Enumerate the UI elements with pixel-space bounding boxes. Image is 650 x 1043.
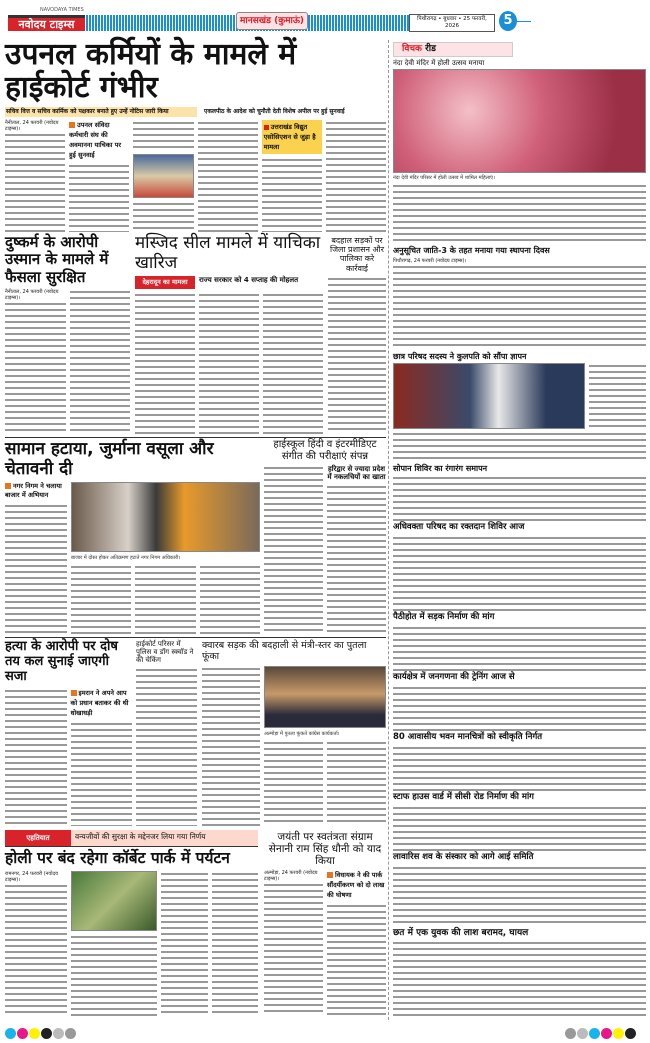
right-headline-3: छात्र परिषद सदस्य ने कुलपति को सौंपा ज्ञापन (393, 351, 527, 361)
story3-headline: मस्जिद सील मामले में याचिका खारिज (135, 233, 321, 273)
memorandum-row (393, 363, 646, 429)
article-body (393, 475, 646, 521)
lead-subhead-row (5, 107, 386, 117)
article-body (589, 363, 646, 429)
story7-headline: हत्या के आरोपी पर दोष तय कल सुनाई जाएगी सजा (5, 639, 118, 684)
article-body (161, 871, 208, 1016)
masthead (0, 0, 650, 36)
story3-tag: देहरादून का मामला (135, 276, 195, 289)
dateline: रामनगर, 24 फरवरी (नवोदय टाइम्स)। (5, 871, 67, 884)
article-body (133, 201, 193, 232)
article-body (327, 484, 386, 634)
cyan-dot (5, 1028, 16, 1039)
article-body (135, 292, 195, 434)
story3-tag-row (135, 276, 323, 289)
story2 (5, 234, 130, 434)
lead-subhead-right: एकलपीठ के आदेश को चुनौती देती विशेष अपील पर हुई सुनवाई (204, 108, 345, 115)
color-registration-right (565, 1024, 637, 1043)
lead-headline: उपनल कर्मियों के मामले में हाईकोर्ट गंभीर (5, 37, 297, 105)
column (198, 120, 258, 232)
story10-kicker: वन्यजीवों की सुरक्षा के मद्देनजर लिया गया निर्णय (75, 832, 206, 841)
photo-caption: अल्मोड़ा में पुतला फूंकते कांग्रेस कार्यकर्ता। (264, 730, 340, 737)
dateline: अल्मोड़ा, 24 फरवरी (नवोदय टाइम्स)। (264, 870, 323, 883)
logo[interactable]: नवोदय टाइम्स (8, 15, 85, 31)
dateline: पिथौरागढ़, 24 फरवरी (नवोदय टाइम्स)। (393, 258, 646, 265)
column-divider (388, 40, 389, 1020)
article-body (393, 940, 646, 1017)
right-headline-6: पैठीहोत में सड़क निर्माण की मांग (393, 612, 495, 623)
dateline: नैनीताल, 24 फरवरी (नवोदय टाइम्स)। (5, 120, 65, 133)
article-body (71, 721, 133, 826)
right-column (393, 42, 646, 1017)
dateline: नैनीताल, 24 फरवरी (नवोदय टाइम्स)। (5, 289, 66, 302)
article-body (133, 120, 193, 151)
story7 (5, 640, 132, 826)
article-body (71, 934, 157, 1016)
story3-columns (135, 292, 323, 434)
column (133, 120, 193, 232)
lead-columns (5, 120, 386, 232)
story8 (136, 640, 197, 826)
article-body (393, 431, 646, 462)
column (5, 482, 67, 634)
article-body (136, 667, 197, 826)
column (5, 120, 65, 232)
right-headline-9: स्टाफ हाउस वार्ड में सीसी रोड निर्माण की मांग (393, 791, 534, 802)
story6-sub: हरिद्वार से ज्यादा प्रदेश में नकलचियों का खाता (327, 465, 386, 482)
gray-dot (65, 1028, 76, 1039)
story10-headline: होली पर बंद रहेगा कॉर्बेट पार्क में पर्यटन (5, 849, 230, 867)
article-body (393, 625, 646, 671)
box-text: उत्तराखंड विद्युत एसोसिएशन से जुड़ा है मामला (263, 123, 316, 151)
story6-headline: हाईस्कूल हिंदी व इंटरमीडिएट संगीत की परीक्षाएं संपन्न (273, 439, 377, 462)
black-dot (625, 1028, 636, 1039)
encroachment-photo (71, 482, 260, 552)
article-body (393, 805, 646, 851)
lead-photo (133, 154, 193, 198)
lead-box (262, 120, 322, 154)
article-body (5, 871, 67, 1016)
inset-text: इमरान ने अपने आप को प्रधान बताकर की थी धोखाधड़ी (70, 688, 129, 717)
black-dot (41, 1028, 52, 1039)
story5 (5, 440, 260, 634)
story10-body (5, 871, 258, 1016)
holi-photo (393, 69, 646, 173)
magenta-dot (601, 1028, 612, 1039)
article-body (202, 666, 260, 826)
article-body (262, 157, 322, 232)
effigy-photo (264, 666, 386, 728)
story5-body (5, 482, 260, 634)
inset-text: नगर निगम ने चलाया बाजार में अभियान (5, 482, 62, 500)
photo-caption: नंदा देवी मंदिर परिसर में होली उत्सव में शामिल महिलाएं। (393, 175, 495, 182)
yellow-dot (29, 1028, 40, 1039)
article-body (393, 865, 646, 926)
article-body (70, 289, 131, 434)
right-headline-11: छत में एक युवक की लाश बरामद, घायल (393, 927, 529, 938)
gray-dot (577, 1028, 588, 1039)
masthead-small-label: NAVODAYA TIMES (40, 7, 84, 13)
right-headline-7: कार्यक्षेत्र में जनगणना की ट्रेनिंग आज से (393, 672, 515, 683)
inset-text: उपनल संविदा कर्मचारी संघ की अवमानना याचिका पर हुई सुनवाई (69, 121, 122, 159)
gray-dot (565, 1028, 576, 1039)
column (327, 870, 386, 1016)
bullet-icon (327, 872, 333, 878)
article-body (327, 903, 386, 1016)
page-number: 5 (499, 11, 517, 31)
story3 (135, 234, 323, 434)
bullet-icon (5, 483, 11, 489)
story9 (202, 641, 386, 826)
section-label: मानसखंड (कुमाऊं) (236, 12, 308, 30)
story10 (5, 830, 258, 1016)
date-box: पिथौरागढ़ • बुधवार • 25 फरवरी, 2026 (409, 14, 495, 32)
article-body (69, 163, 129, 232)
corbett-photo (71, 871, 157, 931)
article-body (199, 292, 259, 434)
article-body (5, 688, 67, 826)
story5-inset (5, 482, 67, 500)
bullet-icon (71, 690, 77, 696)
story9-columns (264, 740, 386, 826)
right-label (393, 42, 513, 57)
article-body (5, 120, 65, 232)
gray-dot (53, 1028, 64, 1039)
story5-headline: सामान हटाया, जुर्माना वसूला और चेतावनी दी (5, 439, 214, 479)
story11-body (264, 870, 386, 1016)
column (71, 688, 133, 826)
bullet-icon (69, 122, 75, 128)
lead-inset (69, 120, 129, 160)
article-body (264, 465, 323, 634)
article-body (5, 503, 67, 634)
article-body (327, 740, 386, 826)
section-rule (5, 637, 386, 638)
story7-body (5, 688, 132, 826)
story7-inset (71, 688, 133, 718)
story5-columns (71, 564, 260, 634)
column (262, 120, 322, 232)
column (327, 465, 386, 634)
story11-headline: जयंती पर स्वतंत्रता संग्राम सेनानी राम सिंह धौनी को याद किया (268, 831, 382, 868)
story11 (264, 831, 386, 1016)
article-body (198, 120, 258, 232)
column (264, 666, 386, 826)
page-number-line (517, 21, 531, 22)
column (326, 120, 386, 232)
story10-tag: एहतियात (5, 830, 71, 846)
right-headline-8: 80 आवासीय भवन मानचित्रों को स्वीकृति निर्गत (393, 732, 543, 743)
article-body (393, 535, 646, 612)
color-registration-left (5, 1024, 77, 1043)
story4 (328, 236, 386, 434)
article-body (328, 276, 386, 434)
lead-story (5, 38, 386, 232)
article-body (326, 120, 386, 232)
article-body (135, 564, 195, 634)
article-body (393, 183, 646, 244)
story6 (264, 439, 386, 634)
article-body (212, 871, 259, 1016)
article-body (264, 740, 323, 826)
right-headline-10: लावारिस शव के संस्कार को आगे आई समिति (393, 851, 534, 862)
right-headline-2: अनुसूचित जाति-3 के तहत मनाया गया स्थापना दिवस (393, 246, 550, 256)
story10-kicker-band (5, 830, 258, 847)
right-headline-4: सोपान शिविर का रंगारंग समापन (393, 463, 488, 473)
lead-subhead-left: सचिव वित्त व सचिव कार्मिक को पक्षकार बनाते हुए उन्हें नोटिस जारी किया (5, 107, 197, 117)
bullet-icon (264, 125, 269, 130)
column (71, 871, 157, 1016)
story6-body (264, 465, 386, 634)
memorandum-photo (393, 363, 585, 429)
column (71, 482, 260, 634)
inset-text: विधायक ने की पार्क सौंदर्यीकरण को दो लाख की घोषणा (327, 871, 385, 900)
magenta-dot (17, 1028, 28, 1039)
section-rule (5, 437, 386, 438)
story4-headline: बदहाल सड़कों पर जिला प्रशासन और पालिका करे कार्रवाई (330, 236, 384, 273)
story9-headline: क्वारब सड़क की बदहाली से मंत्री-स्तर का पुतला फूंका (202, 640, 367, 662)
article-body (200, 564, 260, 634)
right-headline: नंदा देवी मंदिर में होली उत्सव मनाया (393, 59, 485, 67)
article-body (393, 685, 646, 731)
label-red: विचक (402, 44, 422, 54)
story2-headline: दुष्कर्म के आरोपी उस्मान के मामले में फैसला सुरक्षित (5, 233, 109, 286)
article-body (393, 258, 646, 350)
right-headline-5: अधिवक्ता परिषद का रक्तदान शिविर आज (393, 521, 525, 532)
story9-body (202, 666, 386, 826)
article-body (71, 564, 131, 634)
story2-columns (5, 289, 130, 434)
story3-subhead: राज्य सरकार को 4 सप्ताह की मोहलत (199, 276, 299, 285)
label: रीड (425, 44, 436, 54)
story11-inset (327, 870, 386, 900)
photo-caption: बाजार में दोस्त होकर अतिक्रमण हटाते नगर निगम अधिकारी। (71, 555, 181, 562)
article-body (393, 745, 646, 791)
article-body (264, 870, 323, 1016)
cyan-dot (589, 1028, 600, 1039)
yellow-dot (613, 1028, 624, 1039)
column (69, 120, 129, 232)
story8-headline: हाईकोर्ट परिसर में पुलिस व डॉग स्क्वॉड ने की चेकिंग (136, 640, 194, 665)
article-body (263, 292, 323, 434)
article-body (5, 289, 66, 434)
